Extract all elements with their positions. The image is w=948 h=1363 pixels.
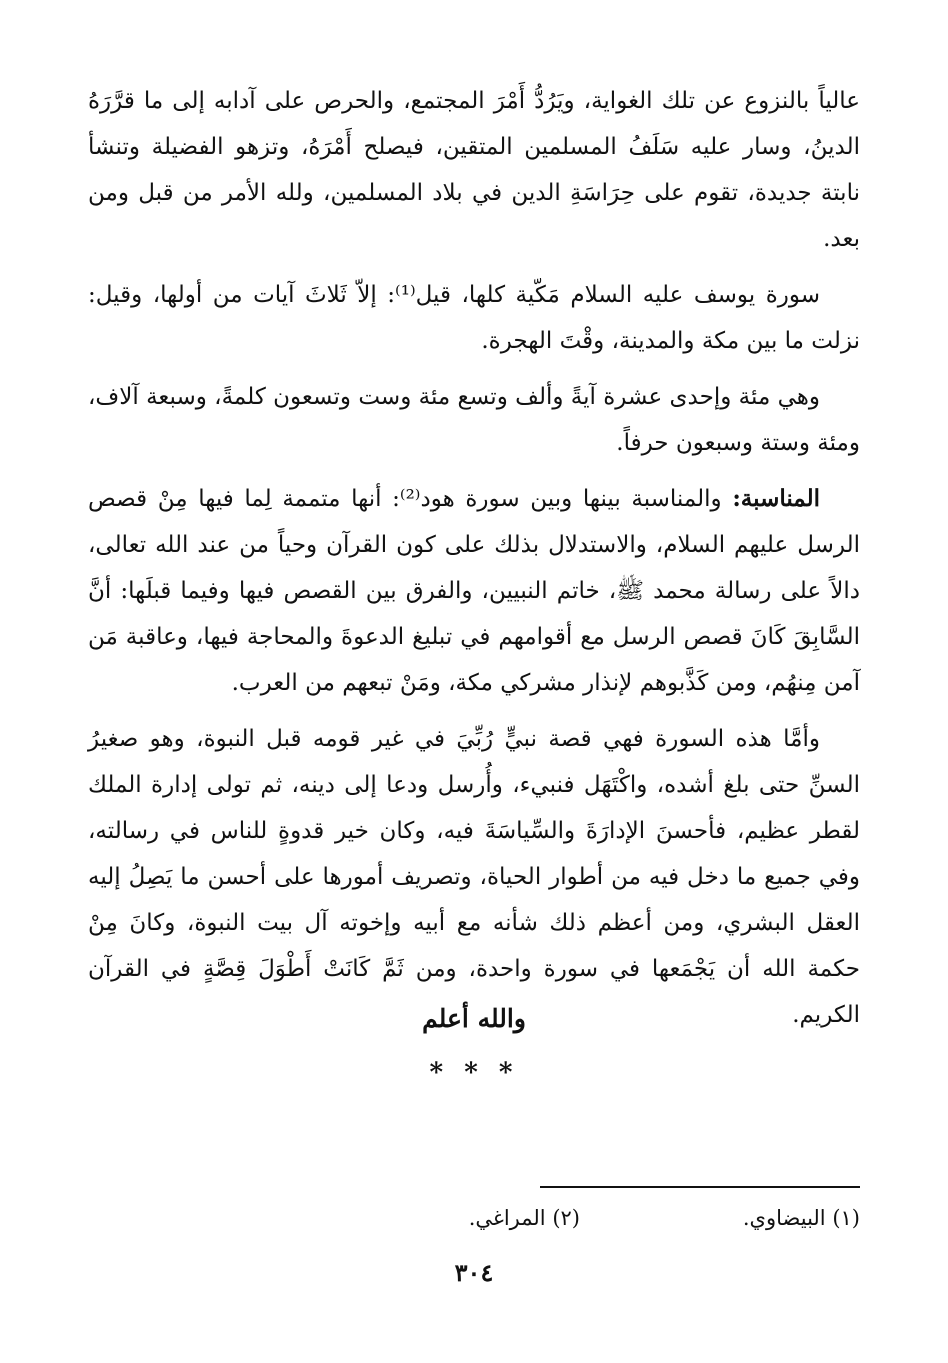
closing-phrase: والله أعلم <box>422 1004 526 1033</box>
footnote-2: (٢) المراغي. <box>468 1206 580 1230</box>
paragraph-4 <box>88 476 860 706</box>
paragraph-3: وهي مئة وإحدى عشرة آيةً وألف وتسع مئة وست وتسعون كلمةً، وسبعة آلاف، ومئة وستة وسبعون حرفاً. <box>88 384 860 456</box>
footnote-rule <box>540 1186 860 1188</box>
body-text <box>88 78 860 1048</box>
footnote-1: (١) البيضاوي. <box>742 1206 860 1230</box>
section-separator: * * * <box>429 1058 519 1088</box>
footnotes <box>300 1201 860 1235</box>
paragraph-4-text: والمناسبة بينها وبين سورة هود⁽²⁾: أنها متممة لِما فيها مِنْ قصص الرسل عليهم السلام، والاستدلال بذلك على كون القرآن وحياً من عند الله تعالى، دالاً على رسالة محمد ﷺ، خاتم النبيين، والفرق بين القصص فيها وفيما قبلَها: أنَّ السَّابِقَ كَانَ قصص الرسل مع أقوامهم في تبليغ الدعوةَ والمحاجة فيها، وعاقبة مَن آمن مِنهُم، ومن كَذَّبوهم لإنذار مشركي مكة، ومَنْ تبعهم من العرب. <box>88 486 860 696</box>
page-number: ٣٠٤ <box>454 1258 494 1287</box>
paragraph-1: عالياً بالنزوع عن تلك الغواية، ويَرُدُّ أَمْرَ المجتمع، والحرص على آدابه إلى ما قرَّرَهُ الدينُ، وسار عليه سَلَفُ المسلمين المتقين، فيصلح أَمْرَهُ، وتزهو الفضيلة وتنشأ نابتة جديدة، تقوم على حِرَاسَةِ الدين في بلاد المسلمين، ولله الأمر من قبل ومن بعد. <box>88 88 861 252</box>
section-label: المناسبة: <box>732 485 820 512</box>
paragraph-2: سورة يوسف عليه السلام مَكّية كلها، قيل⁽¹⁾: إلاّ ثَلاثَ آيات من أولها، وقيل: نزلت ما بين مكة والمدينة، وقْتَ الهجرة. <box>88 282 860 354</box>
paragraph-5: وأمَّا هذه السورة فهي قصة نبيٍّ رُبِّيَ في غير قومه قبل النبوة، وهو صغيرُ السنِّ حتى بلغ أشده، واكْتَهَل فنبيء، وأُرسل ودعا إلى دينه، ثم تولى إدارة الملك لقطر عظيم، فأحسنَ الإدارَةَ والسِّياسَةَ فيه، وكان خير قدوةٍ للناس في رسالته، وفي جميع ما دخل فيه من أطوار الحياة، وتصريف أمورها على أحسن ما يَصِلُ إليه العقل البشري، ومن أعظم ذلك شأنه مع أبيه وإخوته آل بيت النبوة، وكانَ مِنْ حكمة الله أن يَجْمَعها في سورة واحدة، ومن ثَمَّ كَانَتْ أَطْوَلَ قِصَّةٍ في القرآن الكريم. <box>88 726 860 1028</box>
